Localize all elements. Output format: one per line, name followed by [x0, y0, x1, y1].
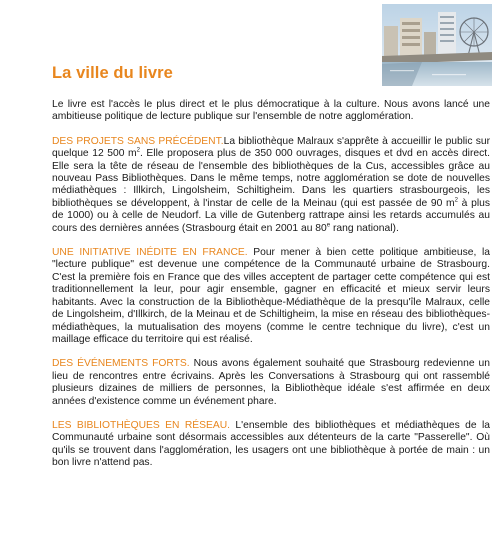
section-text: rang national).: [330, 222, 399, 234]
article-body: [52, 99, 490, 482]
section-projects: [52, 136, 490, 235]
section-text: L'ensemble des bibliothèques et médiathèques de la Communauté urbaine sont désormais accessibles aux détenteurs de la carte "Passerelle". Où qu'ils se trouvent dans l'agglomération, les usagers ont une bibliothèque à portée de main : un bon livre n'attend pas.: [52, 419, 490, 469]
section-text: Pour mener à bien cette politique ambitieuse, la "lecture publique" est devenue une compétence de la Communauté urbaine de Strasbourg. C'est la première fois en France que des villes acceptent de partager cette compétence qui est traditionnellement la leur, pour agir ensemble, gagner en efficacité et mieux servir leurs habitants. Avec la construction de la Bibliothèque-Médiathèque de la presqu'île Malraux, celle de Lingolsheim, d'Illkirch, de la Meinau et de Schiltigheim, la mise en réseau des bibliothèques-médiathèques, la mutualisation des moyens (comme le centre technique du livre), c'est un maillage efficace du territoire qui est réalisé.: [52, 247, 490, 345]
intro-paragraph: Le livre est l'accès le plus direct et le plus démocratique à la culture. Nous avons lancé une ambitieuse politique de lecture publique sur l'ensemble de notre agglomération.: [52, 99, 490, 123]
section-network: [52, 420, 490, 470]
page-title: La ville du livre: [52, 64, 173, 82]
section-events: [52, 358, 490, 408]
section-heading: DES PROJETS SANS PRÉCÉDENT.: [52, 135, 224, 147]
superscript: 2: [136, 147, 140, 154]
section-heading: DES ÉVÉNEMENTS FORTS.: [52, 358, 190, 370]
city-river-photo: [382, 4, 492, 86]
superscript: 2: [454, 197, 458, 204]
superscript: e: [326, 222, 331, 229]
section-heading: LES BIBLIOTHÈQUES EN RÉSEAU.: [52, 419, 231, 431]
section-text: à plus de 1000) ou à celle de Neudorf. La ville de Gutenberg rattrape ainsi les retards accumulés au cours des dernières années (Strasbourg était en 2001 au 80: [52, 197, 490, 234]
section-text: La bibliothèque Malraux s'apprête à accueillir le public sur quelque 12 500 m: [52, 135, 490, 160]
section-heading: UNE INITIATIVE INÉDITE EN FRANCE.: [52, 247, 248, 259]
section-text: Nous avons également souhaité que Strasbourg redevienne un lieu de rencontres entre écrivains. Après les Conversations à Strasbourg qui ont rassemblé plusieurs dizaines de milliers de personnes, la Bibliothèque idéale s'est affirmée en deux années d'existence comme un événement phare.: [52, 358, 490, 407]
header-photo: [382, 4, 492, 86]
section-initiative: [52, 247, 490, 346]
section-text: . Elle proposera plus de 350 000 ouvrages, disques et dvd en accès direct. Elle sera la tête de réseau de l'ensemble des bibliothèques de la Cus, accessibles grâce au nouveau Pass Bibliothèques. Dans le même temps, notre agglomération se dote de nouvelles médiathèques : Illkirch, Lingolsheim, Schiltigheim. Dans les quartiers strasbourgeois, les bibliothèques se développent, à l'instar de celle de la Meinau (qui est passée de 90 m: [52, 148, 490, 209]
